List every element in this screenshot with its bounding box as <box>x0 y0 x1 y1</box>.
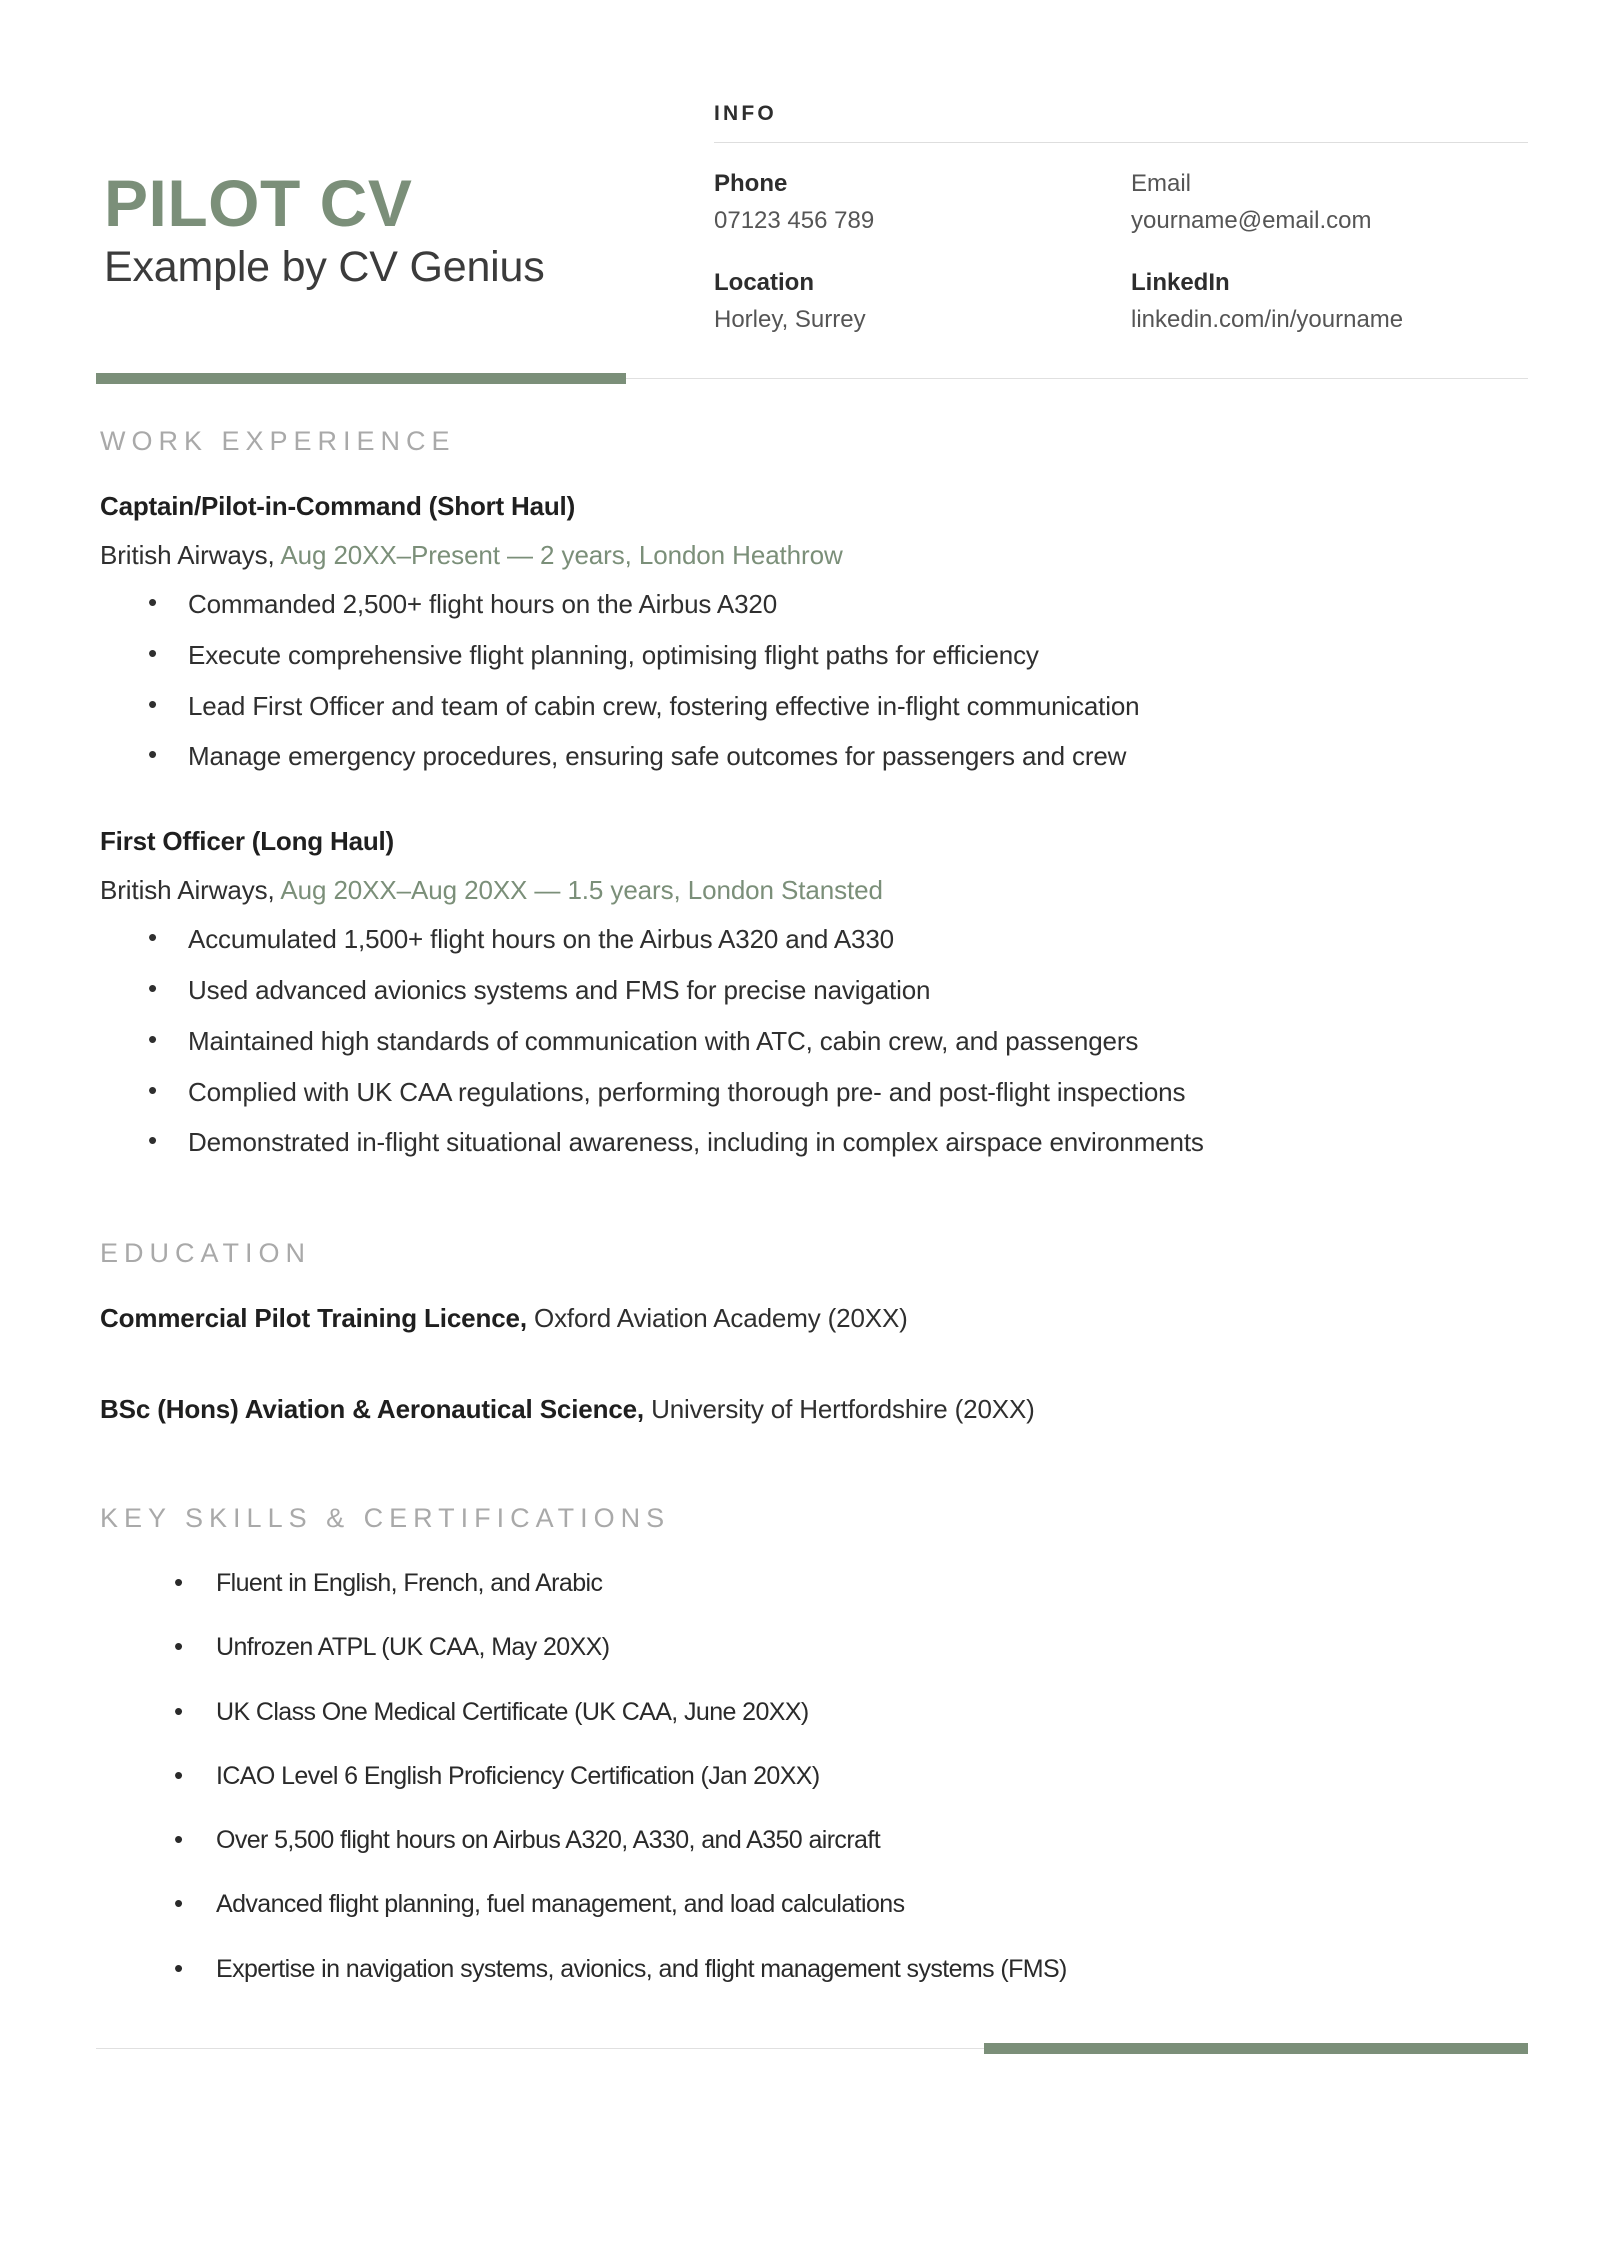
info-value-location: Horley, Surrey <box>714 306 866 333</box>
divider-accent-bar <box>96 373 626 384</box>
info-value-phone[interactable]: 07123 456 789 <box>714 207 875 234</box>
info-item-linkedin <box>1131 268 1528 335</box>
page-subtitle: Example by CV Genius <box>104 243 545 291</box>
skill-item: • Fluent in English, French, and Arabic <box>96 1568 1528 1599</box>
section-title-work: WORK EXPERIENCE <box>100 426 456 456</box>
skills-list <box>96 1568 1528 1985</box>
education-degree: BSc (Hons) Aviation & Aeronautical Science, <box>100 1394 645 1425</box>
job-bullet-list <box>96 923 1528 1160</box>
info-grid <box>714 169 1528 335</box>
identity-block <box>96 75 696 291</box>
info-item-email <box>1131 169 1528 236</box>
job-company: British Airways, <box>100 540 275 570</box>
info-panel <box>696 75 1528 335</box>
skill-item: • ICAO Level 6 English Proficiency Certification (Jan 20XX) <box>96 1761 1528 1792</box>
divider-accent-bar <box>984 2043 1528 2054</box>
job-bullet: • Lead First Officer and team of cabin crew, fostering effective in-flight communication <box>96 690 1528 724</box>
cv-body <box>0 426 1600 1985</box>
info-divider <box>714 142 1528 143</box>
cv-header <box>0 0 1600 335</box>
education-entry <box>100 1394 1528 1425</box>
skill-item: • Over 5,500 flight hours on Airbus A320, A330, and A350 aircraft <box>96 1825 1528 1856</box>
footer-divider <box>96 2043 1528 2054</box>
job-bullet-list <box>96 588 1528 774</box>
info-label-linkedin: LinkedIn <box>1131 269 1230 296</box>
info-label-phone: Phone <box>714 170 788 197</box>
page-title: PILOT CV <box>104 166 413 240</box>
job-entry <box>96 826 1528 1160</box>
job-dates-location: Aug 20XX–Aug 20XX — 1.5 years, London Stansted <box>274 875 883 906</box>
job-meta <box>100 875 1528 906</box>
section-title-skills: KEY SKILLS & CERTIFICATIONS <box>100 1503 671 1534</box>
education-institution: Oxford Aviation Academy (20XX) <box>526 1303 908 1334</box>
info-heading: INFO <box>714 102 777 125</box>
job-bullet: • Execute comprehensive flight planning, optimising flight paths for efficiency <box>96 639 1528 673</box>
skill-item: • Unfrozen ATPL (UK CAA, May 20XX) <box>96 1632 1528 1663</box>
job-bullet: • Accumulated 1,500+ flight hours on the Airbus A320 and A330 <box>96 923 1528 957</box>
job-bullet: • Commanded 2,500+ flight hours on the Airbus A320 <box>96 588 1528 622</box>
page-bottom-spacer <box>0 2054 1600 2114</box>
info-item-location <box>714 268 1111 335</box>
job-bullet: • Demonstrated in-flight situational awareness, including in complex airspace environments <box>96 1126 1528 1160</box>
job-bullet: • Manage emergency procedures, ensuring safe outcomes for passengers and crew <box>96 740 1528 774</box>
education-degree: Commercial Pilot Training Licence, <box>100 1303 527 1334</box>
job-dates-location: Aug 20XX–Present — 2 years, London Heathrow <box>274 540 843 570</box>
job-title: Captain/Pilot-in-Command (Short Haul) <box>100 491 576 521</box>
job-bullet: • Used advanced avionics systems and FMS for precise navigation <box>96 974 1528 1008</box>
skill-item: • UK Class One Medical Certificate (UK CAA, June 20XX) <box>96 1697 1528 1728</box>
education-institution: University of Hertfordshire (20XX) <box>644 1394 1035 1425</box>
info-item-phone <box>714 169 1111 236</box>
section-key-skills <box>96 1503 1528 1985</box>
info-value-email[interactable]: yourname@email.com <box>1131 207 1372 234</box>
header-divider <box>96 373 1528 384</box>
job-bullet: • Maintained high standards of communication with ATC, cabin crew, and passengers <box>96 1025 1528 1059</box>
skill-item: • Expertise in navigation systems, avionics, and flight management systems (FMS) <box>96 1954 1528 1985</box>
info-value-linkedin[interactable]: linkedin.com/in/yourname <box>1131 306 1404 333</box>
info-label-location: Location <box>714 269 814 296</box>
section-work-experience <box>96 426 1528 1160</box>
job-title: First Officer (Long Haul) <box>100 826 395 857</box>
job-bullet: • Complied with UK CAA regulations, performing thorough pre- and post-flight inspections <box>96 1076 1528 1110</box>
section-education <box>96 1238 1528 1425</box>
job-entry <box>96 491 1528 774</box>
section-title-education: EDUCATION <box>100 1238 312 1269</box>
job-company: British Airways, <box>100 875 275 906</box>
info-label-email: Email <box>1131 170 1192 197</box>
skill-item: • Advanced flight planning, fuel management, and load calculations <box>96 1889 1528 1920</box>
job-meta <box>100 540 1528 571</box>
education-entry <box>100 1303 1528 1334</box>
